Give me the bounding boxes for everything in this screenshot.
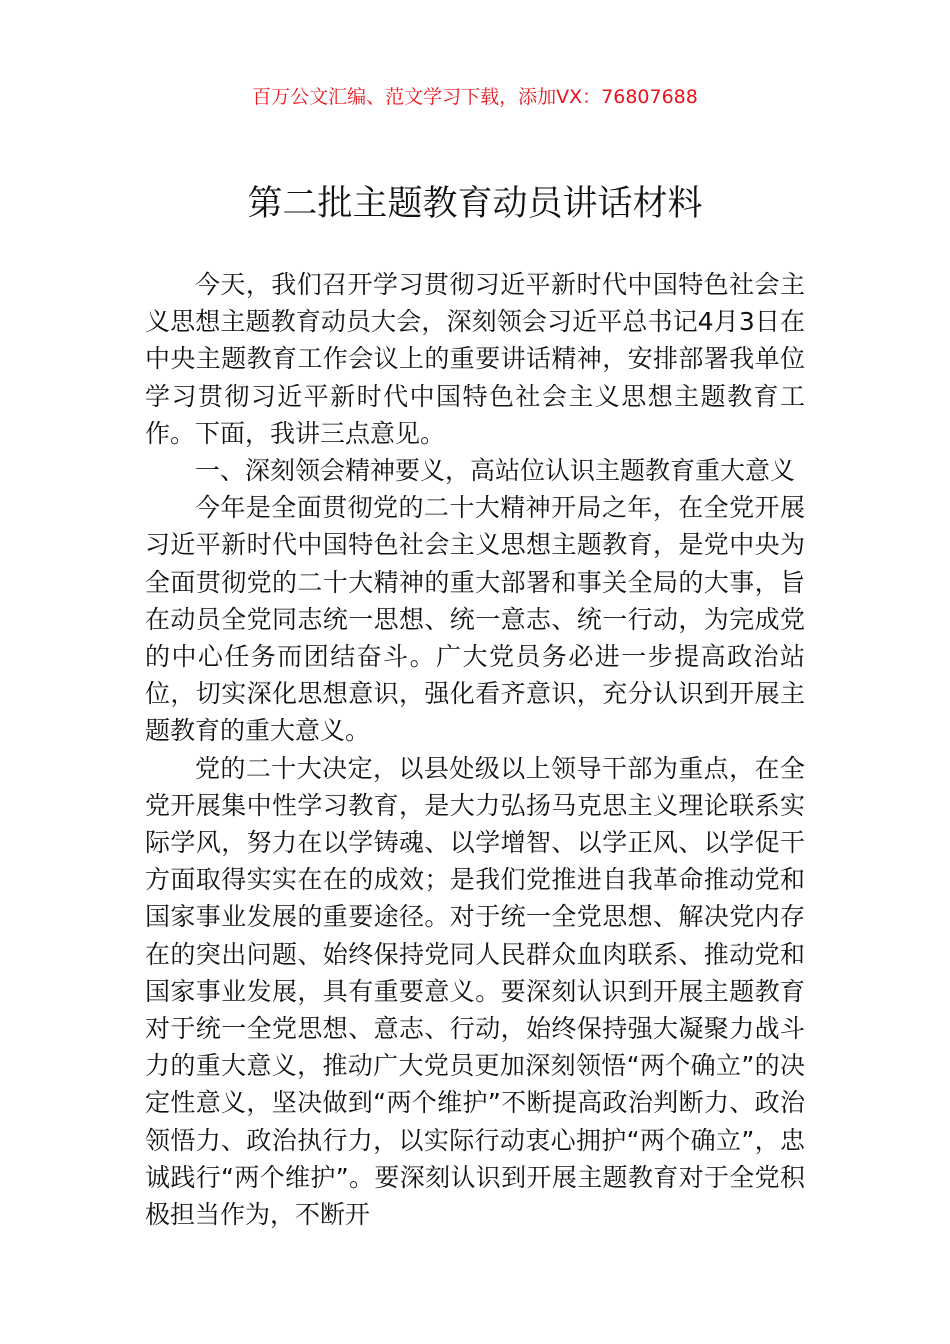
paragraph-significance: 今年是全面贯彻党的二十大精神开局之年，在全党开展习近平新时代中国特色社会主义思想主题教育，是党中央为全面贯彻党的二十大精神的重大部署和事关全局的大事，旨在动员全党同志统一思想、统一意志、统一行动，为完成党的中心任务而团结奋斗。广大党员务必进一步提高政治站位，切实深化思想意识，强化看齐意识，充分认识到开展主题教育的重大意义。 bbox=[145, 493, 805, 746]
document-body bbox=[145, 266, 805, 1233]
header-watermark-note: 百万公文汇编、范文学习下载，添加VX：76807688 bbox=[252, 86, 698, 108]
paragraph-intro: 今天，我们召开学习贯彻习近平新时代中国特色社会主义思想主题教育动员大会，深刻领会习近平总书记4月3日在中央主题教育工作会议上的重要讲话精神，安排部署我单位学习贯彻习近平新时代中国特色社会主义思想主题教育工作。下面，我讲三点意见。 bbox=[145, 270, 805, 448]
section-heading-1: 一、深刻领会精神要义，高站位认识主题教育重大意义 bbox=[195, 456, 796, 486]
document-title: 第二批主题教育动员讲话材料 bbox=[247, 184, 703, 224]
paragraph-decision: 党的二十大决定，以县处级以上领导干部为重点，在全党开展集中性学习教育，是大力弘扬马克思主义理论联系实际学风，努力在以学铸魂、以学增智、以学正风、以学促干方面取得实实在在的成效；是我们党推进自我革命推动党和国家事业发展的重要途径。对于统一全党思想、解决党内存在的突出问题、始终保持党同人民群众血肉联系、推动党和国家事业发展，具有重要意义。要深刻认识到开展主题教育对于统一全党思想、意志、行动，始终保持强大凝聚力战斗力的重大意义，推动广大党员更加深刻领悟“两个确立”的决定性意义，坚决做到“两个维护”不断提高政治判断力、政治领悟力、政治执行力，以实际行动衷心拥护“两个确立”，忠诚践行“两个维护”。要深刻认识到开展主题教育对于全党积极担当作为，不断开 bbox=[145, 753, 805, 1230]
